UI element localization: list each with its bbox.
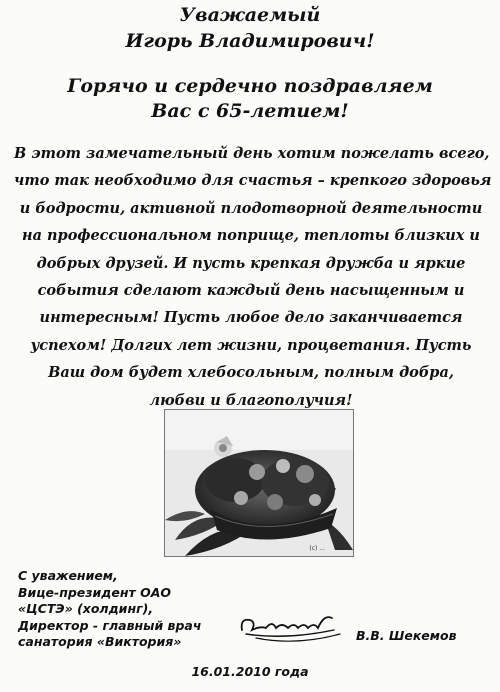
salutation-line-2: Игорь Владимирович! — [125, 30, 375, 52]
salutation — [0, 2, 500, 54]
photo-caption: (c) ... — [309, 545, 325, 552]
body-line: на профессиональном поприще, теплоты близких и — [22, 227, 480, 245]
body-line: и бодрости, активной плодотворной деятельности — [19, 199, 483, 217]
body-line: интересным! Пусть любое дело заканчивается — [39, 309, 463, 327]
letter-date: 16.01.2010 года — [191, 664, 309, 679]
body-line: что так необходимо для счастья – крепкого здоровья — [14, 172, 492, 190]
sender-line: «ЦСТЭ» (холдинг), — [18, 601, 154, 616]
sender-line: Вице-президент ОАО — [18, 584, 172, 600]
body-line: добрых друзей. И пусть крепкая дружба и яркие — [36, 254, 466, 272]
flower-basket-photo — [164, 409, 354, 557]
flower-basket-illustration — [165, 410, 353, 556]
congratulation-line-2: Вас с 65-летием! — [151, 100, 349, 122]
body-line: Ваш дом будет хлебосольным, полным добра, — [48, 364, 454, 382]
letter-body — [14, 140, 492, 414]
body-line: события сделают каждый день насыщенным и — [37, 282, 465, 300]
sender-line: С уважением, — [18, 568, 118, 583]
handwritten-signature — [236, 600, 346, 646]
congratulation-line-1: Горячо и сердечно поздравляем — [67, 75, 433, 97]
body-line: успехом! Долгих лет жизни, процветания. Пусть — [30, 336, 472, 354]
body-line: В этот замечательный день хотим пожелать всего, — [14, 145, 490, 162]
sender-line: санатория «Виктория» — [18, 634, 182, 649]
sender-block — [18, 568, 248, 651]
salutation-line-1: Уважаемый — [179, 4, 321, 26]
sender-line: Директор - главный врач — [18, 617, 202, 633]
congratulation-heading — [0, 74, 500, 124]
signer-name: В.В. Шекемов — [356, 628, 457, 643]
body-line: любви и благополучия! — [149, 391, 353, 409]
